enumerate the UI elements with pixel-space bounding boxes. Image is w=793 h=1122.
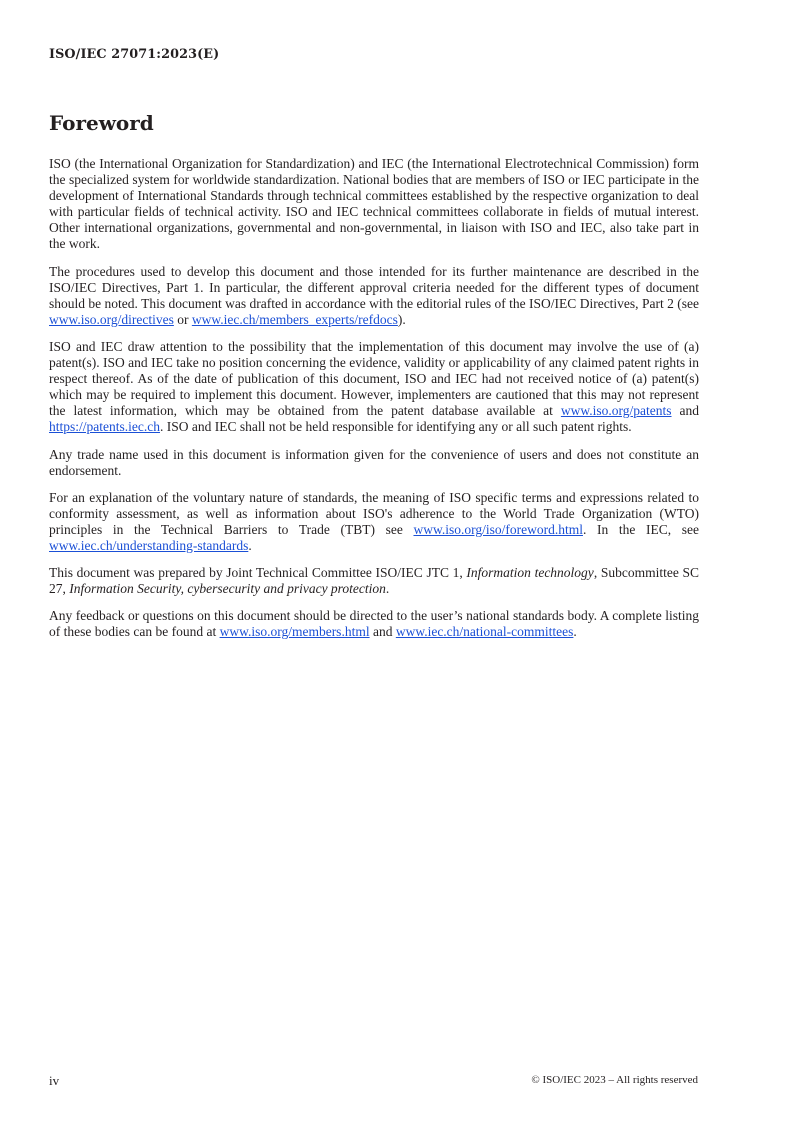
iso-members-link[interactable]: www.iso.org/members.html <box>219 624 370 640</box>
paragraph-2-text-a: The procedures used to develop this document and those intended for its further maintenance are described in the ISO/IEC Directives, Part 1. In particular, the different approval criteria needed for the different types of document should be noted. This document was drafted in accordance with the editorial rules of the ISO/IEC Directives, Part 2 (see <box>49 263 699 311</box>
paragraph-1 <box>49 156 699 253</box>
paragraph-7-text-c: . <box>573 624 577 640</box>
paragraph-4-text: Any trade name used in this document is information given for the convenience of users and does not constitute an endorsement. <box>49 446 699 478</box>
iec-understanding-standards-link[interactable]: www.iec.ch/understanding-standards <box>49 537 249 553</box>
iso-foreword-link[interactable]: www.iso.org/iso/foreword.html <box>413 521 583 537</box>
paragraph-3-text-a: ISO and IEC draw attention to the possibility that the implementation of this document may involve the use of (a) patent(s). ISO and IEC take no position concerning the evidence, validity or applicability of any claimed patent rights in respect thereof. As of the date of publication of this document, ISO and IEC had not received notice of (a) patent(s) which may be required to implement this document. However, implementers are cautioned that this may not represent the latest information, which may be obtained from the patent database available at <box>49 338 699 419</box>
iec-refdocs-link[interactable]: www.iec.ch/members_experts/refdocs <box>191 311 398 327</box>
iso-directives-link[interactable]: www.iso.org/directives <box>49 311 174 327</box>
subcommittee-name: Information Security, cybersecurity and privacy protection <box>69 581 386 597</box>
paragraph-5 <box>49 490 699 554</box>
paragraph-6 <box>49 565 699 597</box>
page-title: Foreword <box>49 111 154 135</box>
iso-patents-link[interactable]: www.iso.org/patents <box>560 403 672 419</box>
committee-name: Information technology <box>466 565 594 581</box>
paragraph-5-text-b: . In the IEC, see <box>582 521 699 537</box>
paragraph-6-text-c: . <box>385 581 390 597</box>
paragraph-1-text: ISO (the International Organization for Standardization) and IEC (the International Electrotechnical Commission) form the specialized system for worldwide standardization. National bodies that are members of ISO or IEC participate in the development of International Standards through technical committees established by the respective organization to deal with particular fields of technical activity. ISO and IEC technical committees collaborate in fields of mutual interest. Other international organizations, governmental and non-governmental, in liaison with ISO and IEC, also take part in the work. <box>49 156 699 252</box>
paragraph-2 <box>49 264 699 328</box>
paragraph-3 <box>49 339 699 436</box>
copyright-notice: © ISO/IEC 2023 – All rights reserved <box>531 1074 698 1086</box>
paragraph-2-text-b: or <box>173 311 192 327</box>
iec-national-committees-link[interactable]: www.iec.ch/national-committees <box>395 624 574 640</box>
paragraph-3-text-c: . ISO and IEC shall not be held responsible for identifying any or all such patent rights. <box>159 419 632 435</box>
document-id: ISO/IEC 27071:2023(E) <box>49 47 220 62</box>
page-number: iv <box>49 1073 60 1088</box>
paragraph-7-text-b: and <box>369 624 396 640</box>
paragraph-5-text-a: For an explanation of the voluntary nature of standards, the meaning of ISO specific terms and expressions related to conformity assessment, as well as information about ISO's adherence to the World Trade Organization (WTO) principles in the Technical Barriers to Trade (TBT) see <box>49 489 699 537</box>
paragraph-6-text-a: This document was prepared by Joint Technical Committee ISO/IEC JTC 1, <box>49 565 467 581</box>
paragraph-5-text-c: . <box>248 537 252 553</box>
paragraph-7-text-a: Any feedback or questions on this document should be directed to the user’s national standards body. A complete listing of these bodies can be found at <box>49 608 699 640</box>
paragraph-3-text-b: and <box>671 403 699 419</box>
paragraph-7 <box>49 608 699 640</box>
paragraph-4 <box>49 447 699 479</box>
paragraph-2-text-c: ). <box>397 311 406 327</box>
foreword-body <box>49 156 699 651</box>
iec-patents-link[interactable]: https://patents.iec.ch <box>49 419 160 435</box>
paragraph-6-text-b: , Subcommittee SC 27, <box>49 565 700 597</box>
